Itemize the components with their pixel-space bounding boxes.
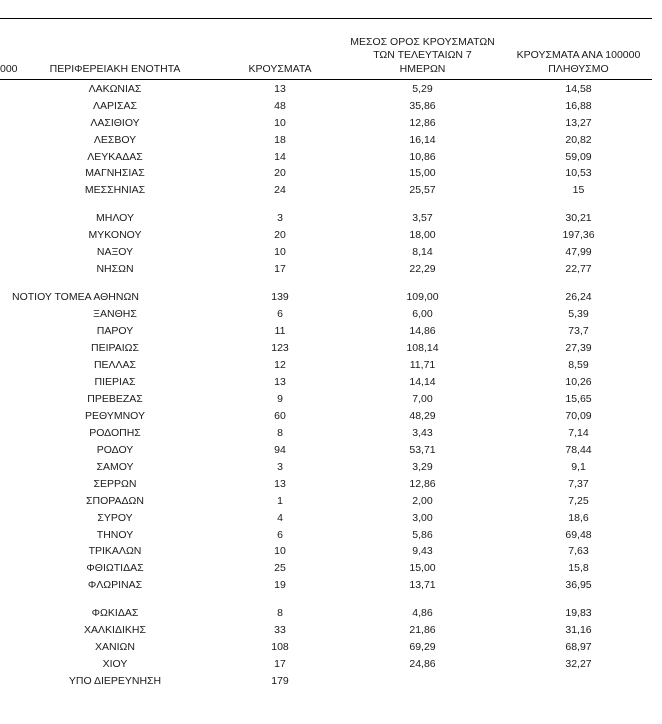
cell-cases: 11: [274, 325, 286, 338]
table-row: [0, 182, 652, 199]
table-row-spacer: [0, 278, 652, 289]
cell-avg7: 4,86: [412, 607, 433, 620]
cell-avg7: 14,14: [409, 375, 436, 388]
table-row: [0, 441, 652, 458]
table-row: [0, 148, 652, 165]
cell-cases: 179: [271, 675, 289, 688]
cell-region-name: ΡΕΘΥΜΝΟΥ: [84, 409, 145, 422]
cell-region-name: ΠΡΕΒΕΖΑΣ: [87, 392, 143, 405]
cell-avg7: 15,00: [409, 562, 436, 575]
spacer-cell: [0, 199, 652, 210]
cell-per100k: 32,27: [565, 658, 592, 671]
column-header-avg7-line-3: ΗΜΕΡΩΝ: [399, 62, 446, 75]
cell-per100k: 197,36: [562, 229, 595, 242]
cell-cases: 13: [274, 477, 286, 490]
cell-region-name: ΛΕΥΚΑΔΑΣ: [87, 150, 143, 163]
cell-avg7: 14,86: [409, 325, 436, 338]
cell-per100k: 78,44: [565, 443, 592, 456]
cell-region-name: ΥΠΟ ΔΙΕΡΕΥΝΗΣΗ: [68, 675, 162, 688]
cell-avg7: 48,29: [409, 409, 436, 422]
cell-per100k: 36,95: [565, 579, 592, 592]
cell-per100k: 10,53: [565, 167, 592, 180]
cell-avg7: 3,57: [412, 212, 433, 225]
table-row: [0, 261, 652, 278]
table-row: [0, 131, 652, 148]
table-row: [0, 357, 652, 374]
cell-region-name: ΣΕΡΡΩΝ: [93, 477, 137, 490]
cell-cases: 14: [274, 150, 286, 163]
cell-cases: 19: [274, 579, 286, 592]
cell-cases: 18: [274, 133, 286, 146]
cell-region-name: ΦΛΩΡΙΝΑΣ: [87, 579, 143, 592]
cell-per100k: 47,99: [565, 246, 592, 259]
table-header-row: [0, 36, 652, 80]
cell-region-name: ΦΘΙΩΤΙΔΑΣ: [86, 562, 144, 575]
cell-per100k: 68,97: [565, 641, 592, 654]
cell-region-name: ΜΥΚΟΝΟΥ: [88, 229, 142, 242]
cell-region-name: ΣΥΡΟΥ: [97, 511, 133, 524]
column-header-per100k-line-2: ΠΛΗΘΥΣΜΟ: [548, 62, 609, 75]
cell-region-name: ΠΙΕΡΙΑΣ: [94, 375, 136, 388]
cell-region-name: ΜΗΛΟΥ: [96, 212, 134, 225]
cell-per100k: 5,39: [568, 308, 589, 321]
cell-per100k: 15: [572, 184, 585, 197]
table-row: [0, 526, 652, 543]
column-header-per100k-line-1: ΚΡΟΥΣΜΑΤΑ ΑΝΑ 100000: [516, 49, 641, 62]
cell-per100k: 7,25: [568, 494, 589, 507]
regional-cases-table-wrapper: [0, 36, 652, 690]
cell-avg7: 3,43: [412, 426, 433, 439]
table-header: [0, 36, 652, 80]
table-row: [0, 80, 652, 97]
cell-region-name: ΠΕΙΡΑΙΩΣ: [91, 342, 139, 355]
cell-region-name: ΤΡΙΚΑΛΩΝ: [88, 545, 142, 558]
cell-cases: 3: [277, 460, 283, 473]
cell-avg7: 7,00: [412, 392, 433, 405]
cell-region-name: ΧΑΛΚΙΔΙΚΗΣ: [84, 624, 146, 637]
table-row: [0, 374, 652, 391]
table-row: [0, 673, 652, 690]
cell-cases: 108: [271, 641, 289, 654]
cell-cases: 17: [274, 658, 286, 671]
cell-region-name: ΤΗΝΟΥ: [96, 528, 134, 541]
cell-avg7: [340, 673, 505, 690]
cell-cases: 10: [274, 545, 286, 558]
cell-avg7: 2,00: [412, 494, 433, 507]
cell-avg7: 22,29: [409, 263, 436, 276]
table-row: [0, 577, 652, 594]
table-row: [0, 622, 652, 639]
cell-cases: 3: [277, 212, 283, 225]
cell-cases: 24: [274, 184, 286, 197]
regional-cases-table: [0, 36, 652, 690]
cell-cases: 20: [274, 229, 286, 242]
cell-per100k: 13,27: [565, 116, 592, 129]
table-row: [0, 227, 652, 244]
cell-cases: 8: [277, 607, 283, 620]
cell-per100k: 16,88: [565, 99, 592, 112]
cell-cases: 9: [277, 392, 283, 405]
cell-region-name: ΧΑΝΙΩΝ: [95, 641, 135, 654]
cell-cases: 48: [274, 99, 286, 112]
cell-avg7: 25,57: [409, 184, 436, 197]
table-row: [0, 97, 652, 114]
table-row: [0, 407, 652, 424]
cell-cases: 1: [277, 494, 283, 507]
cell-per100k: 69,48: [565, 528, 592, 541]
cell-per100k: 19,83: [565, 607, 592, 620]
cell-per100k: 31,16: [565, 624, 592, 637]
cell-region-name: ΞΑΝΘΗΣ: [93, 308, 137, 321]
cell-region-name: ΛΑΡΙΣΑΣ: [93, 99, 137, 112]
table-row: [0, 605, 652, 622]
table-row-spacer: [0, 199, 652, 210]
table-row: [0, 560, 652, 577]
cell-per100k: 26,24: [565, 291, 592, 304]
cell-region-name: ΠΕΛΛΑΣ: [93, 359, 137, 371]
cell-cases: 139: [271, 291, 289, 304]
cell-per100k: 27,39: [565, 342, 592, 355]
cell-region-name: ΝΗΣΩΝ: [96, 263, 134, 276]
cell-avg7: 35,86: [409, 99, 436, 112]
top-horizontal-rule: [0, 18, 652, 19]
column-header-cases: [220, 36, 340, 80]
cell-avg7: 13,71: [409, 579, 436, 592]
cell-per100k: 15,65: [565, 392, 592, 405]
cell-avg7: 12,86: [409, 477, 436, 490]
cell-avg7: 10,86: [409, 150, 436, 163]
cell-per100k: [505, 673, 652, 690]
cell-per100k: 7,63: [568, 545, 589, 558]
cell-avg7: 5,86: [412, 528, 433, 541]
table-row-spacer: [0, 594, 652, 605]
cell-avg7: 3,29: [412, 460, 433, 473]
table-row: [0, 114, 652, 131]
cell-region-name: ΝΑΞΟΥ: [96, 246, 134, 259]
cell-avg7: 11,71: [409, 359, 436, 371]
cell-avg7: 12,86: [409, 116, 436, 129]
cell-per100k: 59,09: [565, 150, 592, 163]
cell-region-name: ΡΟΔΟΥ: [96, 443, 134, 456]
cell-cases: 10: [274, 246, 286, 259]
cell-cases: 17: [274, 263, 286, 276]
spacer-cell: [0, 594, 652, 605]
column-header-avg7-line-1: ΜΕΣΟΣ ΟΡΟΣ ΚΡΟΥΣΜΑΤΩΝ: [350, 36, 495, 48]
table-row: [0, 475, 652, 492]
cell-cases: 8: [277, 426, 283, 439]
cell-per100k: 73,7: [568, 325, 589, 338]
cell-avg7: 9,43: [412, 545, 433, 558]
table-row: [0, 424, 652, 441]
cell-cases: 12: [274, 359, 286, 371]
cell-avg7: 18,00: [409, 229, 436, 242]
cell-avg7: 24,86: [409, 658, 436, 671]
spacer-cell: [0, 278, 652, 289]
cell-region-name: ΝΟΤΙΟΥ ΤΟΜΕΑ ΑΘΗΝΩΝ: [12, 291, 139, 304]
cell-per100k: 15,8: [568, 562, 589, 575]
cell-per100k: 20,82: [565, 133, 592, 146]
cell-per100k: 7,37: [568, 477, 589, 490]
cell-region-name: ΜΕΣΣΗΝΙΑΣ: [84, 184, 146, 197]
cell-cases: 13: [274, 375, 286, 388]
partial-header-left: 000: [0, 63, 18, 75]
table-row: [0, 391, 652, 408]
table-row: [0, 492, 652, 509]
column-header-cases-line-1: ΚΡΟΥΣΜΑΤΑ: [248, 62, 312, 75]
cell-region-name: ΛΕΣΒΟΥ: [93, 133, 137, 146]
table-row: [0, 458, 652, 475]
cell-region-name: ΜΑΓΝΗΣΙΑΣ: [85, 167, 145, 180]
cell-cases: 60: [274, 409, 286, 422]
column-header-region: [0, 36, 220, 80]
cell-per100k: 22,77: [565, 263, 592, 276]
cell-cases: 25: [274, 562, 286, 575]
cell-avg7: 3,00: [412, 511, 433, 524]
cell-cases: 20: [274, 167, 286, 180]
cell-cases: 13: [274, 82, 286, 95]
cell-region-name: ΧΙΟΥ: [102, 658, 128, 671]
cell-avg7: 8,14: [412, 246, 433, 259]
cell-region-name: ΠΑΡΟΥ: [96, 325, 134, 338]
cell-region-name: ΦΩΚΙΔΑΣ: [91, 607, 139, 620]
cell-per100k: 7,14: [568, 426, 589, 439]
cell-cases: 6: [277, 308, 283, 321]
cell-cases: 123: [271, 342, 289, 355]
table-row: [0, 165, 652, 182]
cell-region-name: ΡΟΔΟΠΗΣ: [89, 426, 141, 439]
cell-region-name: ΛΑΣΙΘΙΟΥ: [90, 116, 140, 129]
column-header-avg7-line-2: ΤΩΝ ΤΕΛΕΥΤΑΙΩΝ 7: [373, 49, 472, 62]
cell-cases: 4: [277, 511, 283, 524]
table-row: [0, 509, 652, 526]
cell-avg7: 108,14: [406, 342, 439, 355]
table-row: [0, 639, 652, 656]
table-row: [0, 289, 652, 306]
cell-avg7: 53,71: [409, 443, 436, 456]
cell-per100k: 9,1: [571, 460, 586, 473]
cell-avg7: 21,86: [409, 624, 436, 637]
table-row: [0, 210, 652, 227]
column-header-per100k: [505, 36, 652, 80]
cell-cases: 94: [274, 443, 286, 456]
column-header-region-line-1: ΠΕΡΙΦΕΡΕΙΑΚΗ ΕΝΟΤΗΤΑ: [49, 62, 181, 75]
table-body: [0, 80, 652, 690]
cell-avg7: 109,00: [406, 291, 439, 304]
cell-region-name: ΣΠΟΡΑΔΩΝ: [86, 494, 144, 507]
cell-avg7: 5,29: [412, 82, 433, 95]
cell-region-name: ΣΑΜΟΥ: [96, 460, 134, 473]
table-row: [0, 244, 652, 261]
cell-cases: 33: [274, 624, 286, 637]
table-row: [0, 323, 652, 340]
cell-cases: 6: [277, 528, 283, 541]
cell-per100k: 10,26: [565, 375, 592, 388]
cell-cases: 10: [274, 116, 286, 129]
table-row: [0, 656, 652, 673]
cell-per100k: 14,58: [565, 82, 592, 95]
cell-avg7: 6,00: [412, 308, 433, 321]
cell-avg7: 16,14: [409, 133, 436, 146]
table-row: [0, 306, 652, 323]
cell-region-name: ΛΑΚΩΝΙΑΣ: [88, 82, 142, 95]
cell-per100k: 30,21: [565, 212, 592, 225]
cell-per100k: 8,59: [568, 359, 589, 371]
cell-per100k: 18,6: [568, 511, 589, 524]
cell-avg7: 15,00: [409, 167, 436, 180]
cell-avg7: 69,29: [409, 641, 436, 654]
table-row: [0, 340, 652, 357]
cell-per100k: 70,09: [565, 409, 592, 422]
column-header-avg7: [340, 36, 505, 80]
table-row: [0, 543, 652, 560]
